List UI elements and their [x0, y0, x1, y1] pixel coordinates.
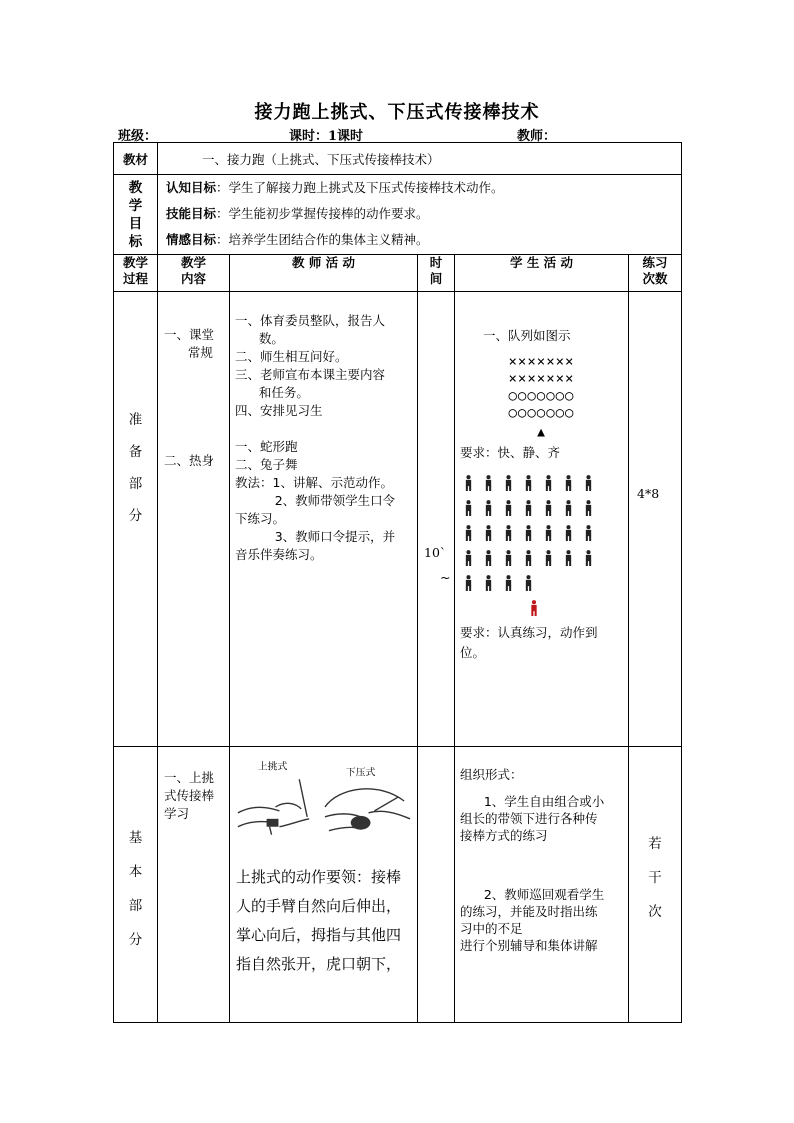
student-person-icon: [543, 550, 563, 569]
formation-diagram: ××××××× ××××××× ○○○○○○○ ○○○○○○○ ▲: [455, 354, 628, 441]
student-person-icon: [483, 500, 503, 519]
svg-text:上挑式: 上挑式: [257, 761, 288, 773]
goals-list: [158, 175, 682, 255]
requirement-2: 要求：认真练习，动作到 位。: [460, 625, 598, 660]
svg-text:下压式: 下压式: [345, 767, 376, 779]
basic-label: 基 本 部 分: [114, 747, 158, 1023]
student-person-icon: [583, 500, 603, 519]
student-person-icon: [503, 500, 523, 519]
student-person-icon: [543, 475, 563, 494]
requirement-1: 要求：快、静、齐: [460, 445, 561, 460]
student-person-icon: [583, 550, 603, 569]
student-person-icon: [563, 525, 583, 544]
student-person-icon: [463, 575, 483, 594]
student-person-icon: [503, 475, 523, 494]
teacher-label: 教师：: [517, 129, 557, 144]
goal-skill: 技能目标：学生能初步掌握传接棒的动作要求。: [166, 206, 429, 221]
student-person-icon: [463, 500, 483, 519]
class-label: 班级：: [118, 129, 158, 144]
basic-reps: 若 干 次: [629, 747, 682, 1023]
material-content: 一、接力跑（上挑式、下压式传接棒技术）: [158, 143, 682, 175]
student-person-icon: [563, 550, 583, 569]
student-person-icon: [543, 525, 563, 544]
prep-time: 10` ~: [418, 292, 455, 747]
student-person-icon: [483, 475, 503, 494]
goals-label: 教 学 目 标: [114, 175, 158, 255]
basic-content: 一、上挑 式传接棒 学习: [158, 747, 230, 1023]
teacher-triangle-icon: ▲: [537, 425, 546, 440]
student-person-icon: [463, 525, 483, 544]
basic-student-activity: 组织形式： 1、学生自由组合或小 组长的带领下进行各种传 接棒方式的练习 2、教师巡回观看学生 的练习，并能及时指出练 习中的不足 进行个别辅导和集体讲解: [455, 747, 629, 1023]
student-person-icon: [463, 550, 483, 569]
prep-reps: 4*8: [629, 292, 682, 747]
goal-cognitive: 认知目标：学生了解接力跑上挑式及下压式传接棒技术动作。: [166, 180, 504, 195]
header-time: 时 间: [418, 255, 455, 292]
student-person-icon: [523, 500, 543, 519]
goal-emotion: 情感目标：培养学生团结合作的集体主义精神。: [166, 232, 429, 247]
header-student-activity: 学 生 活 动: [455, 255, 629, 292]
header-content: 教学 内容: [158, 255, 230, 292]
header-reps: 练习 次数: [629, 255, 682, 292]
student-person-icon: [543, 500, 563, 519]
student-person-icon: [523, 575, 543, 594]
prep-teacher-activity: 一、体育委员整队，报告人 数。 二、师生相互问好。 三、老师宣布本课主要内容 和任务。 四、安排见习生 一、蛇形跑 二、兔子舞 教法：1、讲解、示范动作。 2、教师带领学生口令 下练习。 3、教师口令提示，并 音乐伴奏练习。: [230, 292, 418, 747]
leader-icon: [455, 600, 628, 619]
prep-student-activity: 一、队列如图示 ××××××× ××××××× ○○○○○○○ ○○○○○○○ ▲ 要求：快、静、齐 要求：认真练习，动作到 位。: [455, 292, 629, 747]
prep-content: 一、课堂 常规 二、热身: [158, 292, 230, 747]
students-grid-diagram: [463, 475, 628, 594]
student-person-icon: [463, 475, 483, 494]
student-person-icon: [503, 575, 523, 594]
student-person-icon: [563, 475, 583, 494]
header-process: 教学 过程: [114, 255, 158, 292]
student-person-icon: [503, 525, 523, 544]
student-person-icon: [583, 475, 603, 494]
student-person-icon: [483, 525, 503, 544]
student-person-icon: [583, 525, 603, 544]
student-person-icon: [483, 575, 503, 594]
prep-label: 准 备 部 分: [114, 292, 158, 747]
page-title: 接力跑上挑式、下压式传接棒技术: [254, 102, 540, 123]
student-person-icon: [483, 550, 503, 569]
header-teacher-activity: 教 师 活 动: [230, 255, 418, 292]
student-person-icon: [503, 550, 523, 569]
basic-time: [418, 747, 455, 1023]
basic-teacher-activity: 上挑式 下压式 上挑式的动作要领：接棒 人的手臂自然向后伸出， 掌心向后，拇指与其他四 指自然张开，虎口朝下，: [230, 747, 418, 1023]
student-person-icon: [523, 475, 543, 494]
student-person-icon: [563, 500, 583, 519]
baton-pass-illustration: [230, 747, 416, 857]
student-person-icon: [523, 550, 543, 569]
period-label: 课时：1课时: [289, 129, 364, 144]
material-label: 教材: [114, 143, 158, 175]
student-person-icon: [523, 525, 543, 544]
lesson-plan-table: [113, 142, 682, 1023]
